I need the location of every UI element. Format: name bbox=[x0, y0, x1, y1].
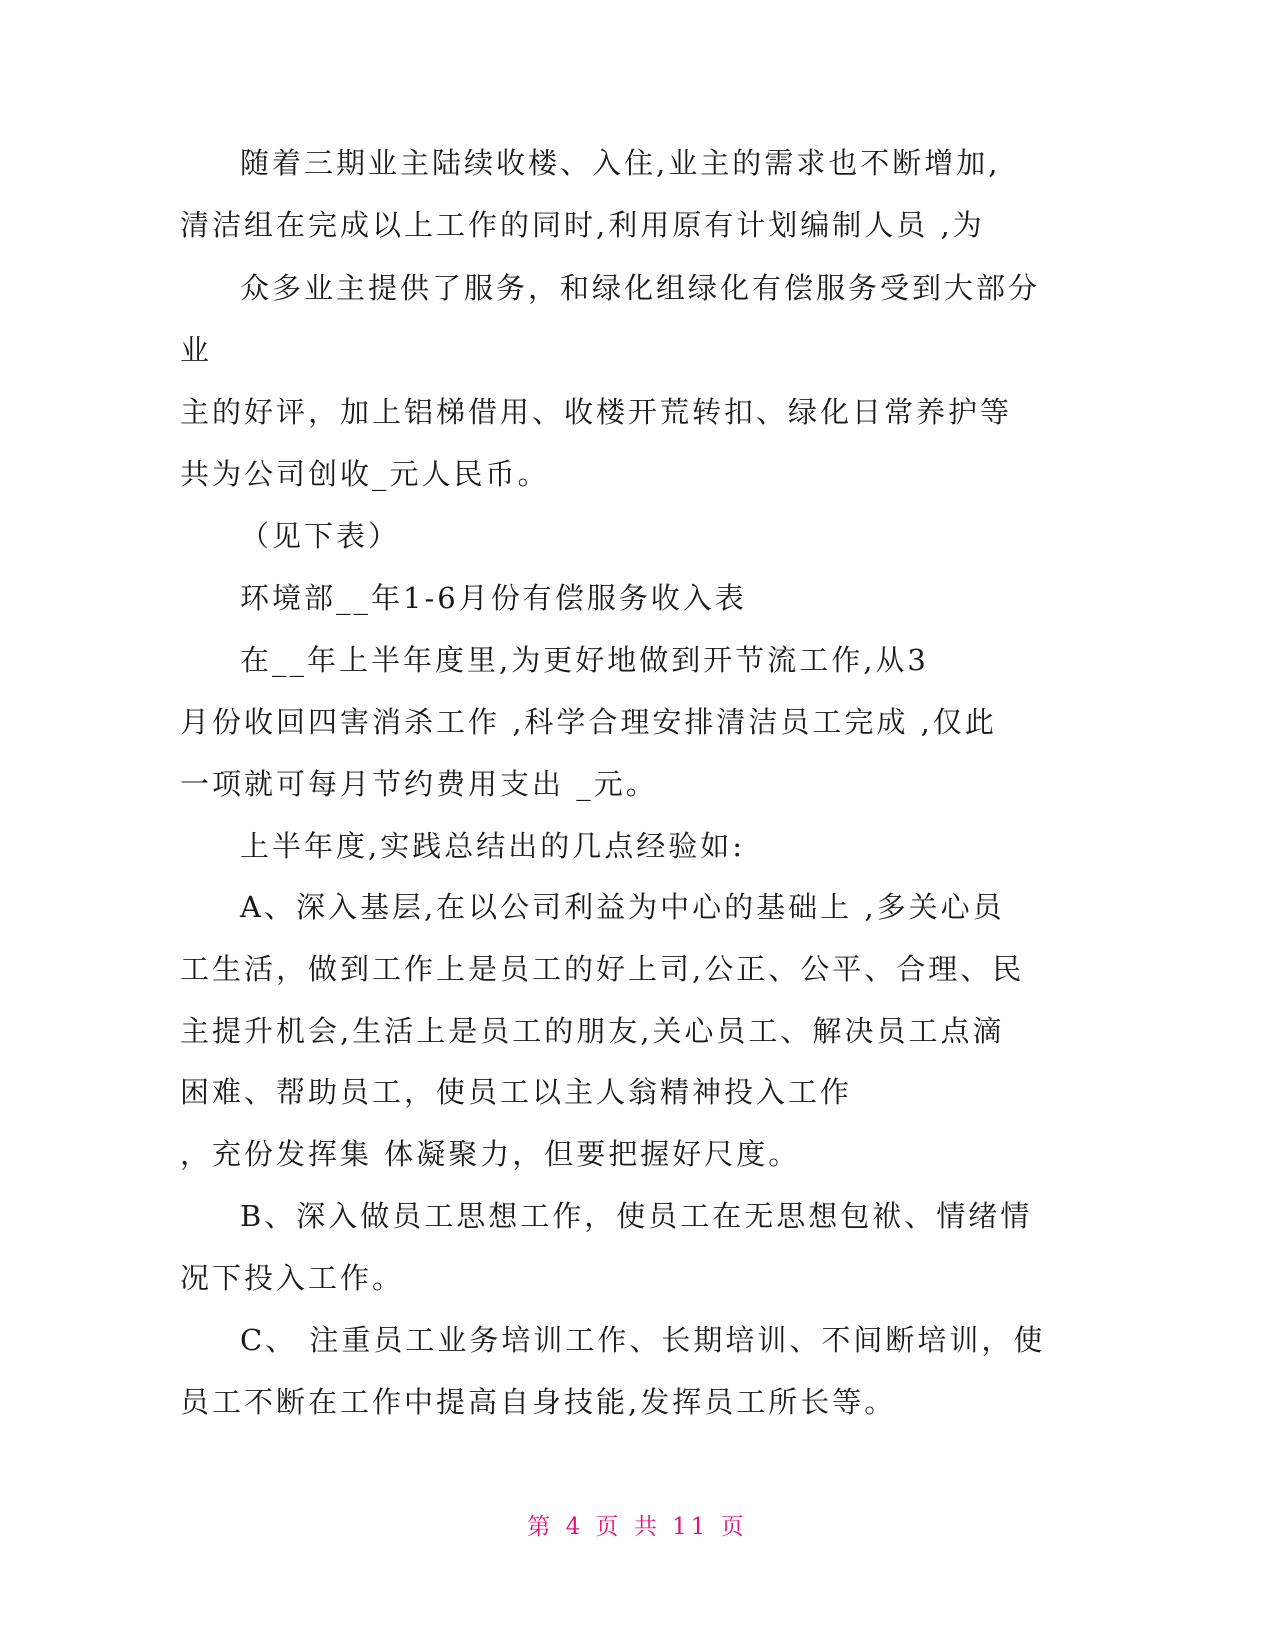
text-line: 困难、帮助员工，使员工以主人翁精神投入工作 bbox=[180, 1075, 853, 1109]
page-number-footer: 第 4 页 共 11 页 bbox=[527, 1514, 748, 1540]
text-line: 在__年上半年度里,为更好地做到开节流工作,从3 bbox=[240, 643, 929, 677]
text-line: 月份收回四害消杀工作 ,科学合理安排清洁员工完成 ,仅此 bbox=[180, 705, 997, 739]
text-line: B、深入做员工思想工作，使员工在无思想包袱、情绪情 bbox=[240, 1199, 1033, 1233]
text-line: 众多业主提供了服务，和绿化组绿化有偿服务受到大部分 bbox=[240, 271, 1041, 305]
text-line: 主提升机会,生活上是员工的朋友,关心员工、解决员工点滴 bbox=[180, 1014, 1005, 1048]
text-line: 清洁组在完成以上工作的同时,利用原有计划编制人员 ,为 bbox=[180, 208, 985, 242]
text-line: A、深入基层,在以公司利益为中心的基础上 ,多关心员 bbox=[240, 890, 1005, 924]
text-line: （见下表） bbox=[240, 519, 401, 553]
text-line: 随着三期业主陆续收楼、入住,业主的需求也不断增加, bbox=[240, 146, 1001, 180]
text-line: ，充份发挥集 体凝聚力，但要把握好尺度。 bbox=[180, 1137, 801, 1171]
text-line: 主的好评，加上铝梯借用、收楼开荒转扣、绿化日常养护等 bbox=[180, 395, 1013, 429]
text-line: 上半年度,实践总结出的几点经验如: bbox=[240, 829, 745, 863]
text-line: 业 bbox=[180, 333, 213, 367]
text-line: 员工不断在工作中提高自身技能,发挥员工所长等。 bbox=[180, 1385, 897, 1419]
text-line: 环境部__年1-6月份有偿服务收入表 bbox=[240, 581, 747, 615]
text-line: 共为公司创收_元人民币。 bbox=[180, 457, 550, 491]
text-line: C、 注重员工业务培训工作、长期培训、不间断培训，使 bbox=[240, 1323, 1046, 1357]
text-line: 工生活，做到工作上是员工的好上司,公正、公平、合理、民 bbox=[180, 952, 1025, 986]
text-line: 况下投入工作。 bbox=[180, 1261, 405, 1295]
text-line: 一项就可每月节约费用支出 _元。 bbox=[180, 767, 658, 801]
